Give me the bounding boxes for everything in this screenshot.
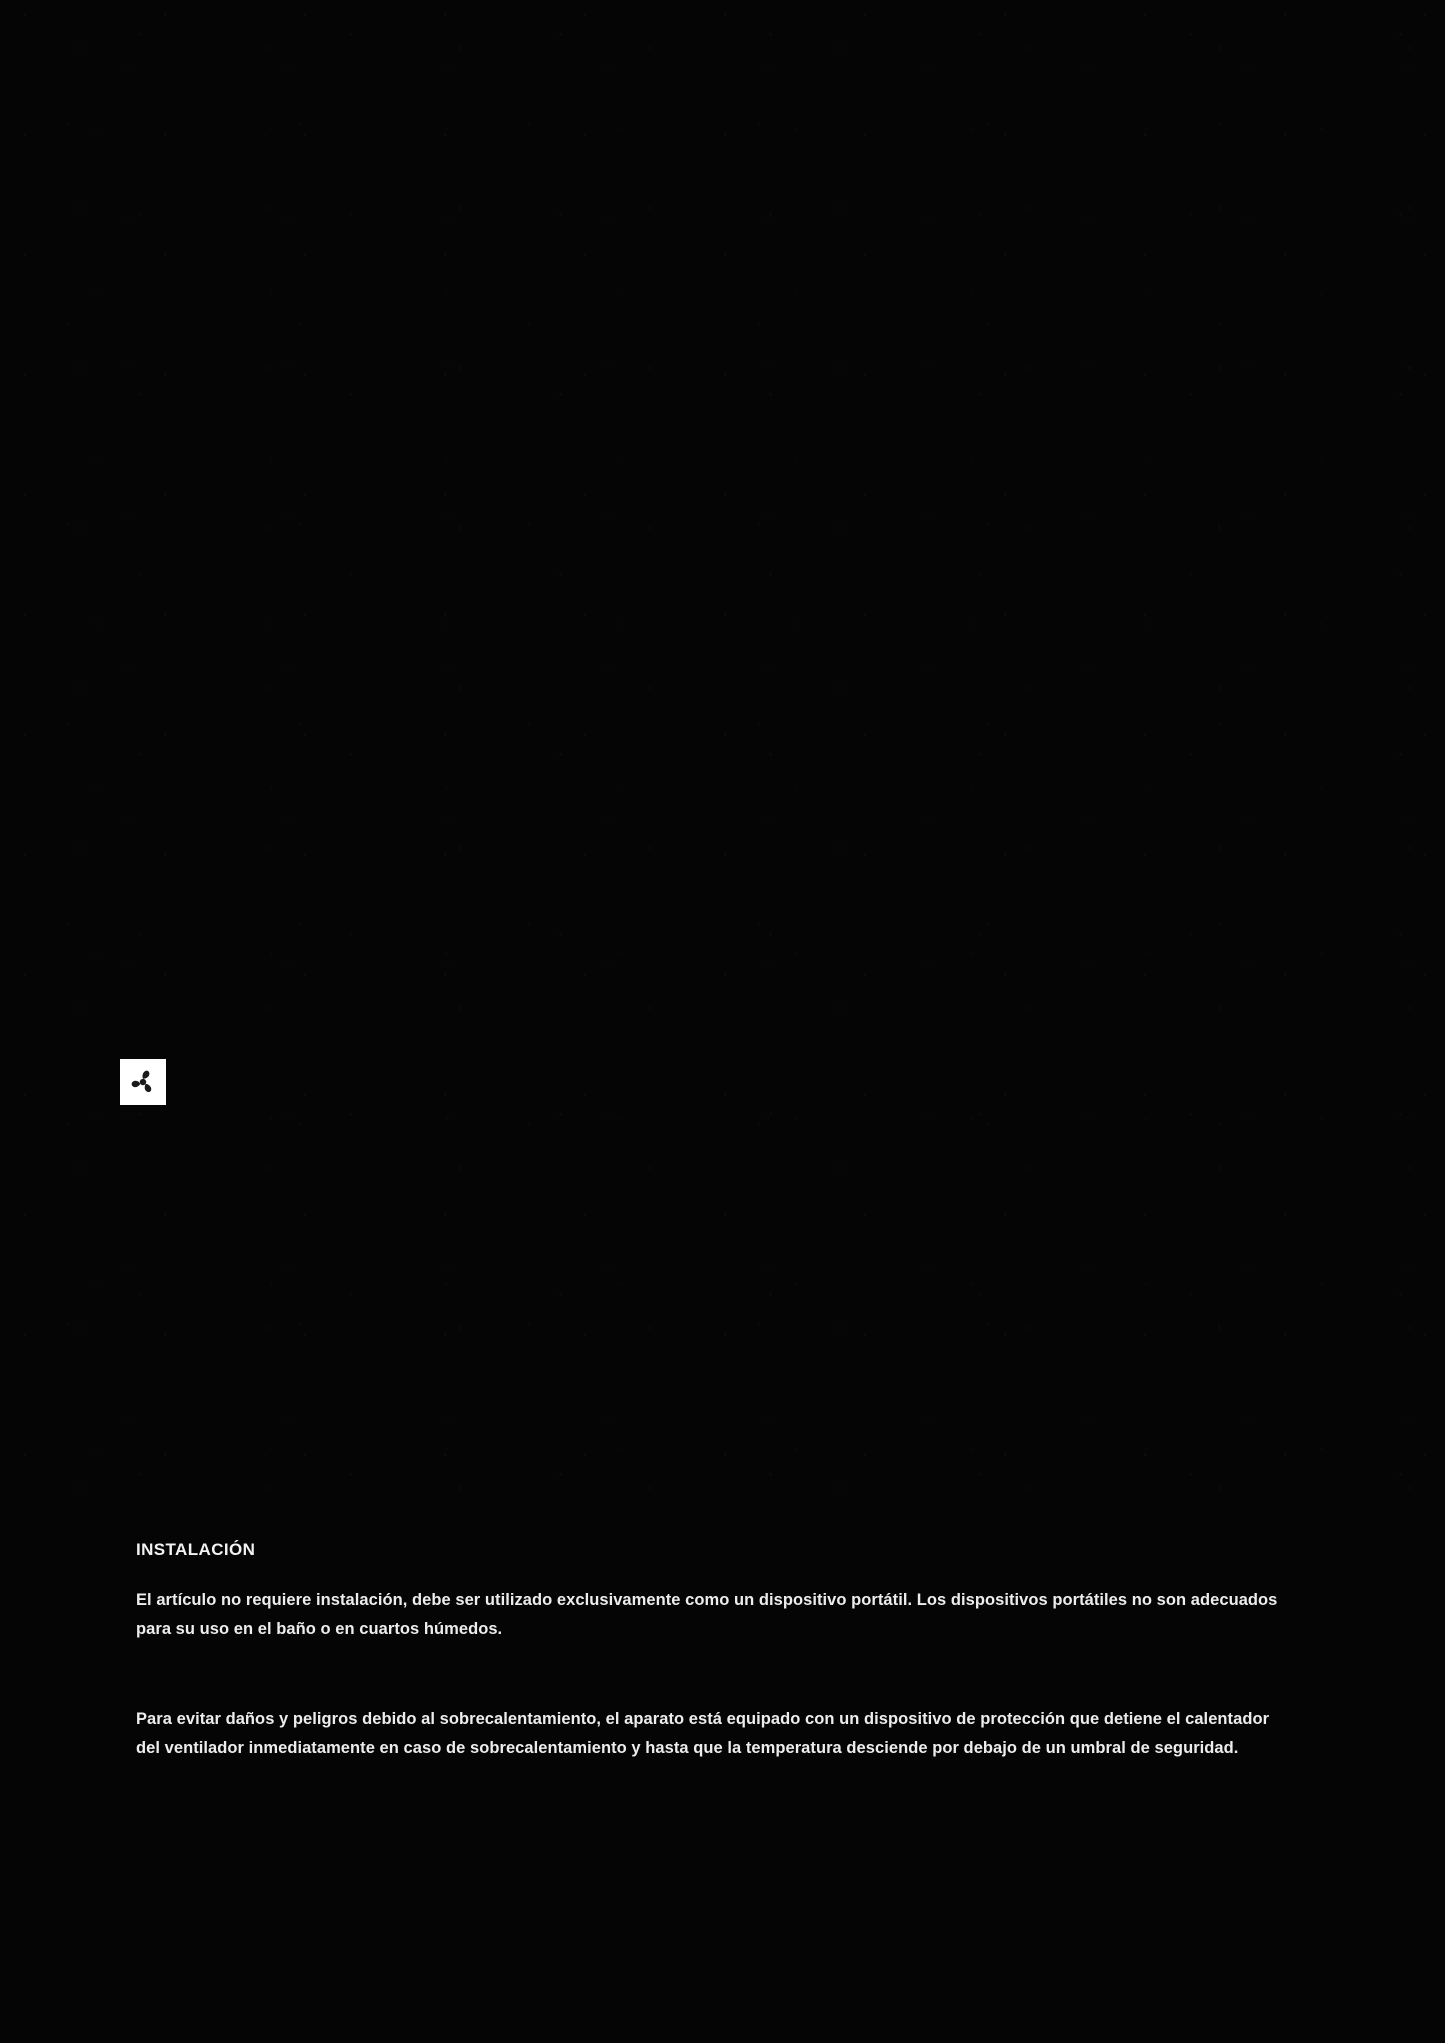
section-heading-installation: INSTALACIÓN [136,1540,256,1559]
text-content [136,1540,1286,1762]
paragraph-portable-use: El artículo no requiere instalación, debe ser utilizado exclusivamente como un dispositivo portátil. Los dispositivos portátiles no son adecuados para su uso en el baño o en cuartos húmedos. [136,1591,1278,1638]
fan-blower-icon [120,1059,166,1105]
paragraph-overheat-protection: Para evitar daños y peligros debido al sobrecalentamiento, el aparato está equipado con un dispositivo de protección que detiene el calentador del ventilador inmediatamente en caso de sobrecalentamiento y hasta que la temperatura desciende por debajo de un umbral de seguridad. [136,1710,1270,1757]
